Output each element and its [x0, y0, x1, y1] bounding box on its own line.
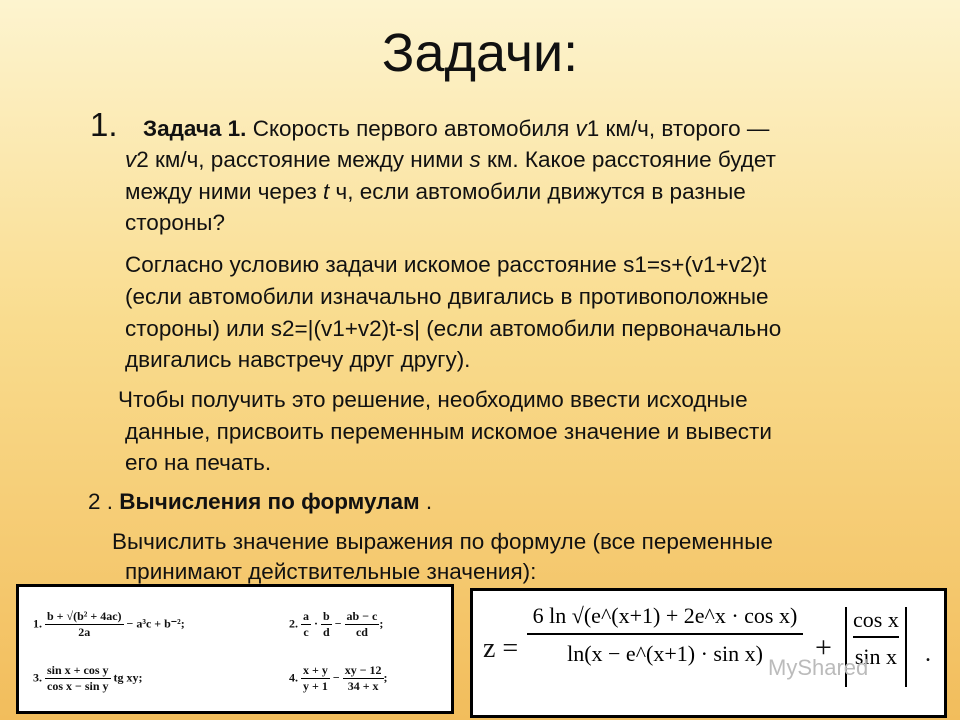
formula-2: 2. $\frac{a}{c}$ · $\frac{b}{d}$ − $\frac{ab - c}{cd}$ ; — [289, 609, 384, 639]
solution-line4: двигались навстречу друг другу). — [125, 347, 471, 372]
var-v: v — [575, 116, 587, 141]
section2-dot: . — [419, 489, 433, 514]
formula-1-denominator: 2a — [78, 625, 91, 639]
formula-2-d: d — [323, 625, 330, 639]
input-line1: Чтобы получить это решение, необходимо ввести исходные — [118, 387, 748, 412]
task1-text-3: 2 км/ч, расстояние между ними — [136, 147, 470, 172]
formula-2-b: b — [323, 609, 330, 623]
watermark: MyShared — [768, 655, 869, 680]
formula-z-end: . — [925, 641, 931, 667]
formula-1-number: 1. — [33, 616, 42, 631]
formula-4-numerator-1: x + y — [303, 663, 328, 677]
formula-2-number: 2. — [289, 616, 298, 631]
section2-heading — [88, 486, 432, 517]
formula-4-denominator-2: 34 + x — [347, 679, 379, 693]
task1-text-5: между ними через — [125, 179, 324, 204]
formula-z-main-fraction — [527, 603, 803, 667]
task1-line2 — [125, 144, 776, 175]
task1-label: Задача 1. — [143, 116, 247, 141]
var-t: t — [323, 179, 330, 204]
formula-4: 4. $\frac{x + y}{y + 1}$ − $\frac{xy - 12}{34 + x}$ ; — [289, 663, 388, 693]
formula-3-denominator: cos x − sin y — [47, 679, 109, 693]
task1-text: Скорость первого автомобиля — [246, 116, 576, 141]
formula-3 — [33, 663, 143, 694]
page-title: Задачи: — [381, 23, 579, 83]
section2-line1: Вычислить значение выражения по формуле (все переменные — [112, 529, 773, 554]
solution-line3: стороны) или s2=|(v1+v2)t-s| (если автомобили первоначально — [125, 316, 782, 341]
task1-text-2: 1 км/ч, второго — — [586, 116, 770, 141]
formula-4-numerator-2: xy − 12 — [344, 663, 382, 677]
section2-title: Вычисления по формулам — [119, 489, 420, 514]
formula-2-end: ; — [379, 616, 384, 631]
formula-2-frac-a — [301, 609, 311, 640]
formula-2-numerator: ab − c — [346, 609, 378, 623]
formula-4-end: ; — [383, 670, 388, 685]
list-number-2: 2 . — [88, 489, 114, 514]
formula-2-frac-b — [321, 609, 332, 640]
task1-text-6: ч, если автомобили движутся в разные — [329, 179, 746, 204]
formula-4-frac-1 — [301, 663, 330, 694]
formula-2-c: c — [303, 625, 309, 639]
formula-1-tail: − a³c + b⁻²; — [126, 616, 185, 631]
section2-line2: принимают действительные значения): — [125, 559, 537, 584]
formula-1-numerator: b + √(b² + 4ac) — [47, 609, 122, 623]
formula-z-plus: + — [815, 631, 832, 664]
solution-line2: (если автомобили изначально двигались в противоположные — [125, 284, 769, 309]
formula-4-denominator-1: y + 1 — [303, 679, 328, 693]
list-number-1: 1. — [90, 106, 118, 143]
var-v2: v — [125, 147, 137, 172]
formula-3-fraction — [45, 663, 111, 694]
task1-line1 — [143, 113, 769, 144]
input-line3: его на печать. — [125, 450, 272, 475]
formulas-box-left — [16, 584, 454, 714]
formula-z-numerator: 6 ln √(e^(x+1) + 2e^x · cos x) — [527, 603, 803, 635]
formula-1-fraction — [45, 609, 124, 640]
formula-z-denominator: ln(x − e^(x+1) · sin x) — [567, 641, 763, 666]
formula-z-abs-denominator: sin x — [854, 644, 897, 669]
task1-text-4: км. Какое расстояние будет — [480, 147, 776, 172]
var-s: s — [469, 147, 481, 172]
task1-line4: стороны? — [125, 210, 225, 235]
formula-2-denominator: cd — [355, 625, 368, 639]
formula-3-tail: tg xy; — [113, 670, 143, 685]
formula-2-frac-c — [345, 609, 380, 640]
formula-3-number: 3. — [33, 670, 42, 685]
formula-4-number: 4. — [289, 670, 298, 685]
formula-3-numerator: sin x + cos y — [47, 663, 109, 677]
solution-line1: Согласно условию задачи искомое расстояние s1=s+(v1+v2)t — [125, 252, 767, 277]
formula-4-frac-2 — [343, 663, 384, 694]
formula-1 — [33, 609, 185, 640]
formula-2-a: a — [303, 609, 309, 623]
input-line2: данные, присвоить переменным искомое значение и вывести — [125, 419, 772, 444]
formula-box-right — [470, 588, 947, 718]
task1-line3 — [125, 176, 746, 207]
formula-z-abs-numerator: cos x — [853, 607, 899, 638]
formula-z-lhs: z = — [483, 633, 519, 664]
